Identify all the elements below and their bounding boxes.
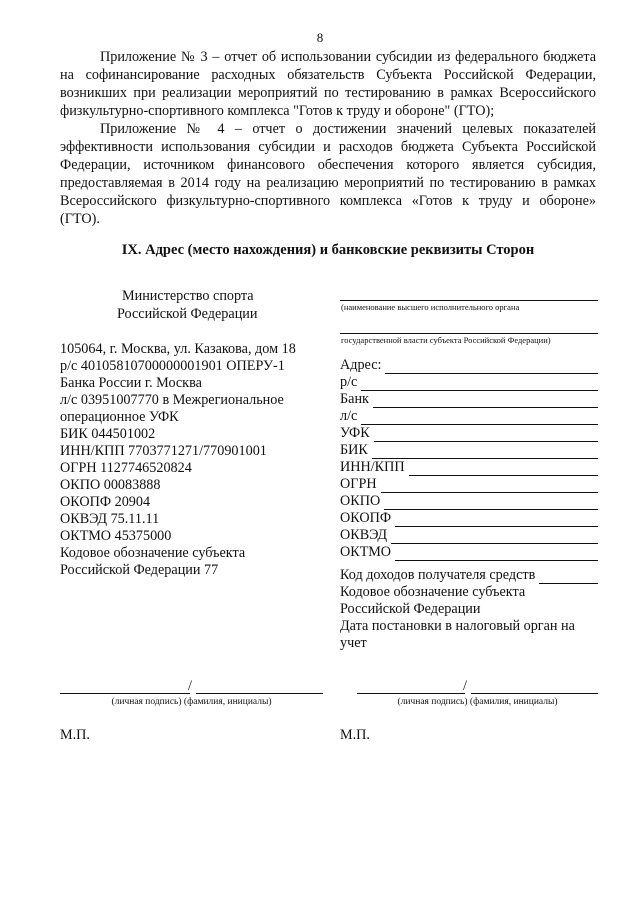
field-blank (395, 514, 598, 527)
page-number: 8 (316, 30, 324, 45)
field-label: ОГРН (340, 476, 377, 492)
appendix-3-text: Приложение № 3 – отчет об использовании субсидии из федерального бюджета на софинансирование расходных обязательств Субъекта Российской Федерации, возникших при реализации мероприятий по тестированию в рамках Всероссийского физкультурно-спортивного комплекса "Готов к труду и обороне" (ГТО); (60, 49, 596, 119)
field-label: Адрес: (340, 357, 382, 373)
left-seal-mark: М.П. (60, 727, 90, 743)
left-signature-line (60, 693, 190, 694)
left-signature-caption: (личная подпись) (фамилия, инициалы) (111, 697, 272, 707)
left-line: 105064, г. Москва, ул. Казакова, дом 18 (60, 341, 296, 357)
field-blank (539, 571, 598, 584)
field-blank (372, 446, 598, 459)
left-line: операционное УФК (60, 409, 179, 425)
left-line: Банка России г. Москва (60, 375, 202, 391)
field-label: р/с (340, 374, 358, 390)
field-blank (395, 548, 598, 561)
field-label: Код доходов получателя средств (340, 567, 536, 583)
left-line: ОГРН 1127746520824 (60, 460, 192, 476)
org-name-caption-1: (наименование высшего исполнительного органа (341, 302, 520, 312)
field-bik (340, 442, 598, 459)
right-extra-line: Российской Федерации (340, 601, 481, 617)
field-label: л/с (340, 408, 358, 424)
left-line: ОКОПФ 20904 (60, 494, 151, 510)
field-okpo (340, 493, 598, 510)
left-line: л/с 03951007770 в Межрегиональное (60, 392, 284, 408)
appendix-4-paragraph (60, 120, 596, 228)
right-signature-slash: / (463, 678, 467, 694)
appendix-3-paragraph (60, 48, 596, 120)
field-blank (361, 378, 598, 391)
right-seal-mark: М.П. (340, 727, 370, 743)
org-name-line-2 (340, 333, 598, 334)
field-income-code (340, 567, 598, 584)
appendix-4-text: Приложение № 4 – отчет о достижении значений целевых показателей эффективности использования субсидии и расходов бюджета Субъекта Российской Федерации, источником финансового обеспечения которого является субсидия, предоставляемая в 2014 году на реализацию мероприятий по тестированию в рамках Всероссийского физкультурно-спортивного комплекса «Готов к труду и обороне» (ГТО). (60, 121, 596, 227)
field-blank (391, 531, 598, 544)
field-bank (340, 391, 598, 408)
field-blank (381, 480, 598, 493)
left-name-line (196, 693, 323, 694)
field-oktmo (340, 544, 598, 561)
field-blank (409, 463, 598, 476)
left-line: ОКВЭД 75.11.11 (60, 511, 160, 527)
right-signature-line (357, 693, 465, 694)
field-ogrn (340, 476, 598, 493)
field-label: ИНН/КПП (340, 459, 405, 475)
right-extra-line: учет (340, 635, 367, 651)
right-extra-line: Кодовое обозначение субъекта (340, 584, 526, 600)
field-label: БИК (340, 442, 368, 458)
org-name-caption-2: государственной власти субъекта Российской Федерации) (341, 335, 551, 345)
field-account (340, 374, 598, 391)
left-line: БИК 044501002 (60, 426, 156, 442)
field-label: ОКПО (340, 493, 381, 509)
right-signature-caption: (личная подпись) (фамилия, инициалы) (397, 697, 558, 707)
right-extra-line: Дата постановки в налоговый орган на (340, 618, 575, 634)
section-heading: IX. Адрес (место нахождения) и банковские реквизиты Сторон (121, 242, 535, 258)
field-blank (361, 412, 598, 425)
org-name-line (340, 300, 598, 301)
field-address (340, 357, 598, 374)
field-okved (340, 527, 598, 544)
field-okopf (340, 510, 598, 527)
left-line: ОКПО 00083888 (60, 477, 161, 493)
field-label: УФК (340, 425, 370, 441)
field-label: ОКОПФ (340, 510, 392, 526)
field-blank (374, 429, 598, 442)
left-line: ИНН/КПП 7703771271/770901001 (60, 443, 267, 459)
left-line: р/с 40105810700000001901 ОПЕРУ-1 (60, 358, 285, 374)
field-blank (384, 497, 598, 510)
field-blank (373, 395, 598, 408)
left-signature-slash: / (188, 678, 192, 694)
field-label: Банк (340, 391, 369, 407)
field-inn-kpp (340, 459, 598, 476)
left-line: Кодовое обозначение субъекта (60, 545, 246, 561)
left-line: Российской Федерации 77 (60, 562, 219, 578)
field-blank (385, 361, 598, 374)
left-org-line2: Российской Федерации (117, 306, 258, 322)
right-name-line (471, 693, 598, 694)
field-label: ОКВЭД (340, 527, 388, 543)
field-label: ОКТМО (340, 544, 392, 560)
left-org-line1: Министерство спорта (122, 288, 254, 304)
field-personal-account (340, 408, 598, 425)
field-ufk (340, 425, 598, 442)
left-line: ОКТМО 45375000 (60, 528, 172, 544)
